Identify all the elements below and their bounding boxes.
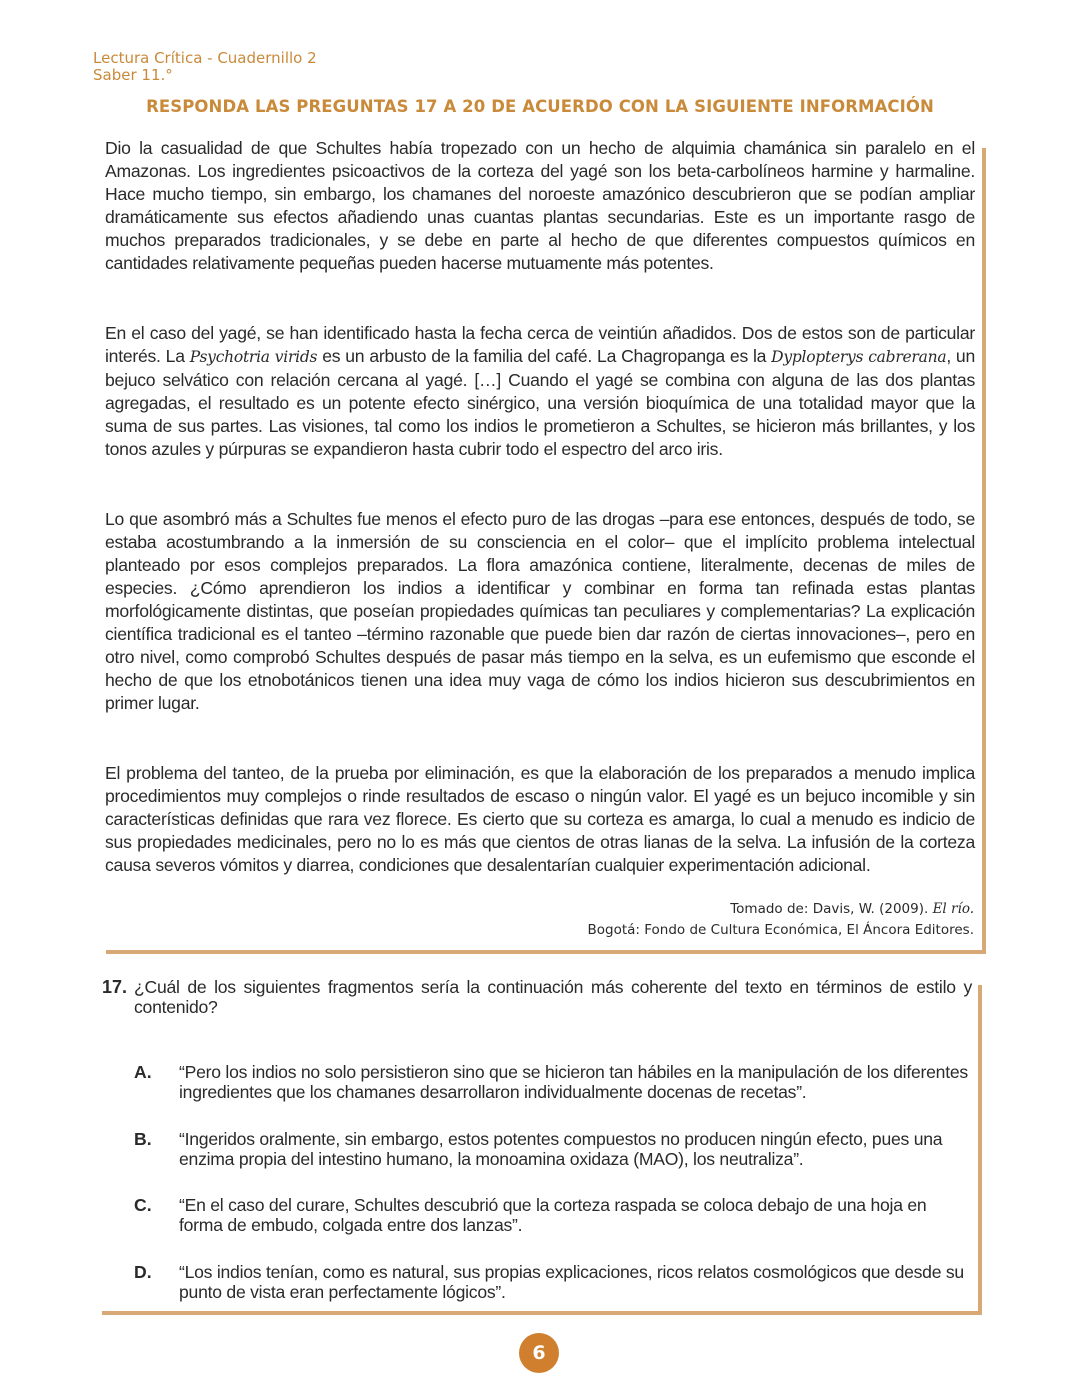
page-number-badge: 6: [519, 1333, 559, 1373]
question-frame-right-border: [978, 985, 982, 1315]
option-letter: B.: [134, 1128, 152, 1149]
option-a[interactable]: [134, 1062, 972, 1129]
passage-paragraph-3: Lo que asombró más a Schultes fue menos el efecto puro de las drogas –para ese entonces, después de todo, se estaba acostumbrando a la inmersión de su consciencia en el color– que el implícito problema intelectual planteado por esos complejos preparados. La flora amazónica contiene, literalmente, decenas de miles de especies. ¿Cómo aprendieron los indios a identificar y combinar en forma tan refinada estas plantas morfológicamente distintas, que poseían propiedades químicas tan peculiares y complementarias? La explicación científica tradicional es el tanteo –término razonable que puede bien dar razón de ciertas innovaciones–, pero en otro nivel, como comprobó Schultes después de pasar más tiempo en la selva, es un eufemismo que esconde el hecho de que los etnobotánicos tienen una idea muy vaga de cómo los indios hicieron sus descubrimientos en primer lugar.: [105, 509, 975, 713]
option-letter: D.: [134, 1261, 152, 1282]
booklet-title: Lectura Crítica - Cuadernillo 2: [93, 49, 317, 67]
citation-title: El río.: [932, 901, 974, 917]
document-header: [93, 50, 317, 84]
passage-frame-bottom-border: [106, 950, 986, 954]
passage-paragraph-2: [105, 322, 975, 461]
option-d[interactable]: [134, 1262, 972, 1329]
option-c[interactable]: [134, 1195, 972, 1262]
question-frame-bottom-border: [102, 1311, 982, 1315]
option-text: “Los indios tenían, como es natural, sus propias explicaciones, ricos relatos cosmológicos que desde su punto de vista eran perfectamente lógicos”.: [179, 1261, 964, 1302]
option-letter: A.: [134, 1062, 152, 1082]
option-letter: C.: [134, 1195, 152, 1215]
text-span: En el caso del yagé, se han identificado hasta la fecha cerca de veintiún añadidos. Dos de estos son de particular interés. La: [105, 323, 975, 366]
exam-name: Saber 11.°: [93, 66, 173, 84]
option-b[interactable]: [134, 1129, 972, 1196]
option-text: “Pero los indios no solo persistieron sino que se hicieron tan hábiles en la manipulación de los diferentes ingredientes que los chamanes desarrollaron individualmente docenas de recetas”.: [179, 1062, 968, 1102]
passage-paragraph-4: El problema del tanteo, de la prueba por eliminación, es que la elaboración de los preparados a menudo implica procedimientos muy complejos o rinde resultados de escaso o ningún valor. El yagé es un bejuco incomible y sin características definidas que rara vez florece. Es cierto que su corteza es amarga, lo cual a menudo es indicio de sus propiedades medicinales, pero no lo es más que cientos de otras lianas de la selva. La infusión de la corteza causa severos vómitos y diarrea, condiciones que desalentarían cualquier experimentación adicional.: [105, 763, 975, 875]
question-17: [102, 977, 972, 1017]
passage-paragraph-1: Dio la casualidad de que Schultes había tropezado con un hecho de alquimia chamánica sin paralelo en el Amazonas. Los ingredientes psicoactivos de la corteza del yagé son los beta-carbolíneos harmine y harmaline. Hace mucho tiempo, sin embargo, los chamanes del noroeste amazónico descubrieron que se podían ampliar dramáticamente sus efectos añadiendo unas cuantas plantas secundarias. Este es un importante rasgo de muchos preparados tradicionales, y se debe en parte al hecho de que diferentes compuestos químicos en cantidades relativamente pequeñas pueden hacerse mutuamente más potentes.: [105, 138, 975, 273]
question-text: ¿Cuál de los siguientes fragmentos sería la continuación más coherente del texto en términos de estilo y contenido?: [134, 977, 972, 1017]
answer-options: [134, 1062, 972, 1328]
citation-author: Tomado de: Davis, W. (2009).: [730, 901, 933, 917]
text-span: , un bejuco selvático con relación cercana al yagé. […] Cuando el yagé se combina con alguna de las dos plantas agregadas, el resultado es un potente efecto sinérgico, una versión bioquímica de una totalidad mayor que la suma de sus partes. Las visiones, tal como los indios le prometieron a Schultes, se hicieron más brillantes, y los tonos azules y púrpuras se expandieron hasta cubrir todo el espectro del arco iris.: [105, 346, 975, 459]
reading-passage: [105, 137, 975, 877]
option-text: “En el caso del curare, Schultes descubrió que la corteza raspada se coloca debajo de una hoja en forma de embudo, colgada entre dos lanzas”.: [179, 1195, 927, 1235]
question-number: 17.: [102, 977, 128, 997]
section-instruction: RESPONDA LAS PREGUNTAS 17 A 20 DE ACUERDO CON LA SIGUIENTE INFORMACIÓN: [146, 97, 934, 116]
citation-publisher: Bogotá: Fondo de Cultura Económica, El Áncora Editores.: [587, 922, 974, 938]
species-name: Dyplopterys cabrerana: [771, 348, 947, 366]
species-name: Psychotria virids: [189, 348, 318, 366]
text-span: es un arbusto de la familia del café. La Chagropanga es la: [317, 346, 772, 366]
passage-frame-right-border: [982, 148, 986, 954]
option-text: “Ingeridos oralmente, sin embargo, estos potentes compuestos no producen ningún efecto, pues una enzima propia del intestino humano, la monoamina oxidaza (MAO), los neutraliza”.: [179, 1128, 943, 1169]
source-citation: [588, 899, 975, 941]
